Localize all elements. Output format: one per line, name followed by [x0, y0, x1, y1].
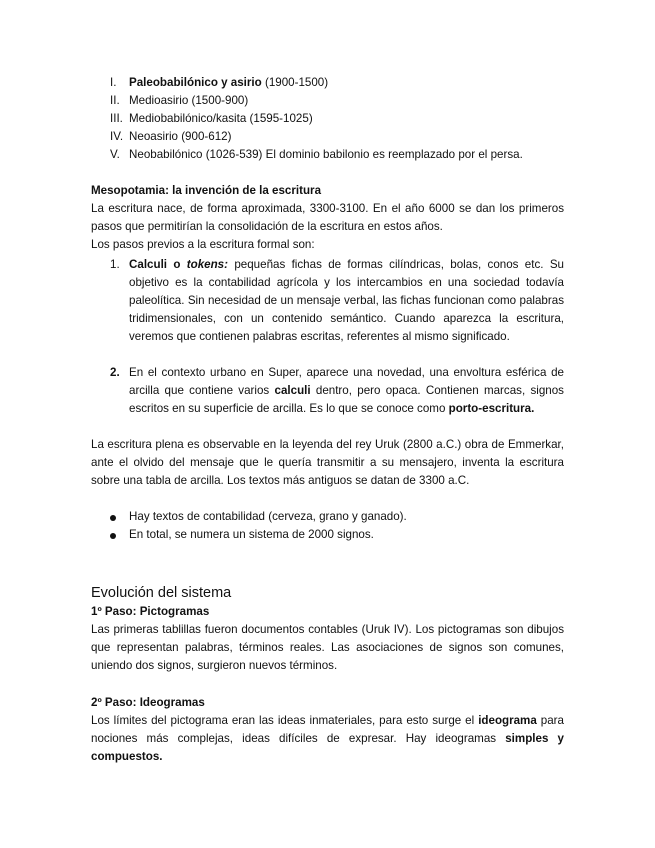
period-number: IV.	[110, 130, 124, 143]
list-item-line: En el contexto urbano en Super, aparece una novedad, una envoltura esférica de	[129, 366, 564, 379]
list-item-line: tridimensionales, con un contenido semántico. Cuando aparezca la escritura,	[129, 312, 564, 325]
period-number: V.	[110, 148, 120, 161]
section-title: Mesopotamia: la invención de la escritura	[91, 184, 322, 197]
paragraph-line: Las primeras tablillas fueron documentos contables (Uruk IV). Los pictogramas son dibujos	[91, 623, 564, 636]
paragraph-line: uniendo dos signos, surgieron nuevos términos.	[91, 659, 338, 672]
paragraph-line: nociones más complejas, ideas difíciles de expresar. Hay ideogramas simples y	[91, 732, 564, 745]
period-item: Neoasirio (900-612)	[129, 130, 232, 143]
subsection-title: 2º Paso: Ideogramas	[91, 696, 205, 709]
paragraph-line: Los pasos previos a la escritura formal son:	[91, 238, 315, 251]
paragraph-line: ante el olvido del mensaje que le quería transmitir a su mensajero, inventa la escritura	[91, 456, 564, 469]
paragraph-line: sobre una tabla de arcilla. Los textos más antiguos se datan de 3300 a.C.	[91, 474, 470, 487]
list-number: 1.	[110, 258, 120, 271]
list-item-line: paleolítica. Sin necesidad de un mensaje verbal, las fichas funcionan como palabras	[129, 294, 564, 307]
section-heading: Evolución del sistema	[91, 585, 232, 601]
paragraph-line: compuestos.	[91, 750, 163, 763]
paragraph-line: que representan palabras, términos reales. Las asociaciones de signos son comunes,	[91, 641, 564, 654]
list-number: 2.	[110, 366, 120, 379]
period-number: III.	[110, 112, 123, 125]
list-item-line: escritos en su superficie de arcilla. Es lo que se conoce como porto-escritura.	[129, 402, 535, 415]
period-number: II.	[110, 94, 120, 107]
list-item-line: arcilla que contiene varios calculi dentro, pero opaca. Contienen marcas, signos	[129, 384, 564, 397]
list-item-line: veremos que contienen palabras escritas, referentes al mismo significado.	[129, 330, 510, 343]
paragraph-line: La escritura plena es observable en la leyenda del rey Uruk (2800 a.C.) obra de Emmerkar,	[91, 438, 564, 451]
bullet-item: Hay textos de contabilidad (cerveza, grano y ganado).	[129, 510, 407, 523]
period-number: I.	[110, 76, 117, 89]
paragraph-line: pasos que permitirían la consolidación de la escritura en estos años.	[91, 220, 443, 233]
period-item: Medioasirio (1500-900)	[129, 94, 249, 107]
list-item-line: Calculi o tokens: pequeñas fichas de formas cilíndricas, bolas, conos etc. Su	[129, 258, 565, 271]
bullet-icon	[110, 533, 116, 539]
period-item: Mediobabilónico/kasita (1595-1025)	[129, 112, 313, 125]
paragraph-line: La escritura nace, de forma aproximada, 3300-3100. En el año 6000 se dan los primeros	[91, 202, 564, 215]
bullet-icon	[110, 515, 116, 521]
paragraph-line: Los límites del pictograma eran las ideas inmateriales, para esto surge el ideograma para	[91, 714, 564, 727]
period-item: Paleobabilónico y asirio (1900-1500)	[129, 76, 329, 89]
subsection-title: 1º Paso: Pictogramas	[91, 605, 210, 618]
bullet-item: En total, se numera un sistema de 2000 signos.	[129, 528, 374, 541]
list-item-line: objetivo es la contabilidad agrícola y los intercambios en una sociedad todavía	[129, 276, 564, 289]
period-item: Neobabilónico (1026-539) El dominio babilonio es reemplazado por el persa.	[129, 148, 523, 161]
